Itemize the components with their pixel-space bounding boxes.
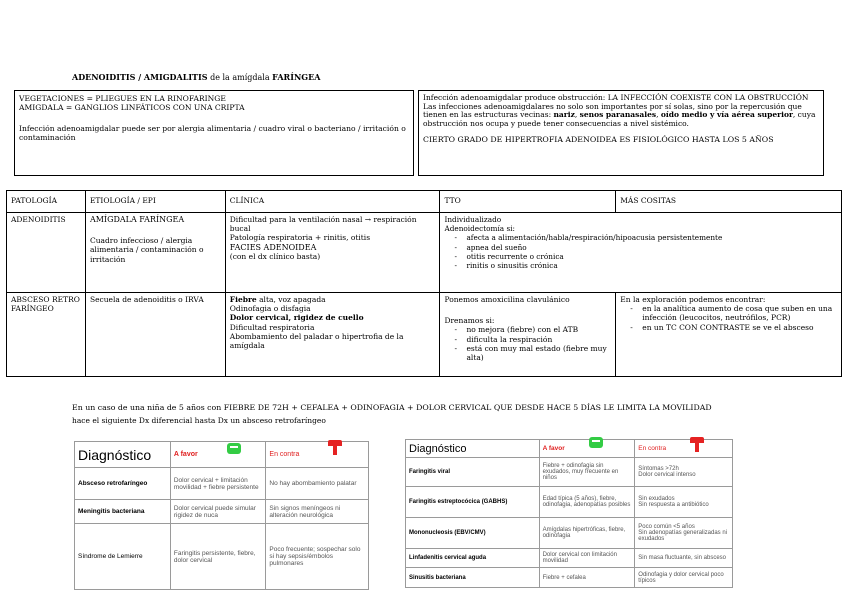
pathology-table	[6, 190, 842, 377]
dx-name: Faringitis viral	[406, 458, 540, 487]
tto-line: Adenoidectomía si:	[444, 224, 515, 234]
case-line1: En un caso de una niña de 5 años con FIEBRE DE 72H + CEFALEA + ODINOFAGIA + DOLOR CERVICAL QUE DESDE HACE 5 DÍAS LE LIMITA LA MOVILIDAD	[72, 403, 712, 412]
table-row	[406, 487, 733, 518]
intro-right-line1b: LA INFECCIÓN COEXISTE CON LA OBSTRUCCIÓN	[607, 93, 809, 102]
table-row	[75, 500, 369, 524]
dx-header-en-contra: En contra	[266, 442, 369, 468]
cell-mas-cositas	[616, 293, 842, 377]
header-patologia: PATOLOGÍA	[7, 191, 86, 213]
dx-favor: Dolor cervical puede simular rigidez de nuca	[170, 500, 266, 524]
dx-contra: Síntomas >72h Dolor cervical intenso	[635, 458, 733, 487]
table-row	[406, 549, 733, 568]
list-item: - en la analítica aumento de cosa que suben en una infección (leucocitos, neutrófilos, PCR)	[642, 304, 837, 322]
dx-contra: Sin signos meníngeos ni alteración neurológica	[266, 500, 369, 524]
table-row-absceso	[7, 293, 842, 377]
tto-list	[444, 325, 611, 362]
intro-right-line3: CIERTO GRADO DE HIPERTROFIA ADENOIDEA ES FISIOLÓGICO HASTA LOS 5 AÑOS	[423, 135, 774, 145]
cell-patologia: ADENOIDITIS	[7, 213, 86, 293]
header-etiologia: ETIOLOGÍA / EPI	[85, 191, 225, 213]
clinica-line-bold: Dolor cervical, rigidez de cuello	[229, 313, 364, 323]
table-row	[75, 524, 369, 590]
cell-clinica	[225, 293, 440, 377]
etio-title: AMÍGDALA FARÍNGEA	[89, 215, 185, 224]
dx-contra: No hay abombamiento palatar	[266, 468, 369, 500]
clinica-line: FACIES ADENOIDEA	[229, 242, 317, 252]
dx-name: Mononucleosis (EBV/CMV)	[406, 518, 540, 549]
list-item: - rinitis o sinusitis crónica	[466, 261, 837, 270]
dx-favor: Dolor cervical + limitación movilidad + fiebre persistente	[170, 468, 266, 500]
dx-favor: Dolor cervical con limitación movilidad	[539, 549, 635, 568]
dx-name: Sinusitis bacteriana	[406, 568, 540, 588]
dx-header-a-favor: A favor	[539, 440, 635, 458]
intro-right-nariz: nariz	[553, 110, 575, 120]
cell-etiologia: Secuela de adenoiditis o IRVA	[85, 293, 225, 377]
list-item: - apnea del sueño	[466, 243, 837, 252]
list-item: - afecta a alimentación/habla/respiración/hipoacusia persistentemente	[466, 233, 837, 242]
dx-contra: Poco frecuente; sospechar solo si hay sepsis/émbolos pulmonares	[266, 524, 369, 590]
clinica-line: (con el dx clínico basta)	[229, 251, 321, 261]
clinica-line: Odinofagia o disfagia	[229, 304, 311, 314]
intro-right-line2g: , cuya obstrucción nos ocupa y puede tener consecuencias a nivel sistémico.	[423, 110, 816, 128]
intro-right-line2a: Las infecciones adenoamigdalares no solo son importantes por sí solas, sino por la repercusión que tienen en las estructuras vecinas:	[423, 101, 802, 120]
clinica-line: alta, voz apagada	[256, 295, 326, 304]
tto-line: Ponemos amoxicilina clavulánico	[444, 295, 570, 304]
dx-name: Absceso retrofaríngeo	[75, 468, 171, 500]
intro-left-line3: Infección adenoamigdalar puede ser por alergia alimentaria / cuadro viral o bacteriano / irritación o contaminación	[19, 124, 406, 142]
table-row	[406, 458, 733, 487]
cell-clinica	[225, 213, 440, 293]
dx-contra: Sin exudados Sin respuesta a antibiótico	[635, 487, 733, 518]
intro-left-line2: AMIGDALA = GANGLIOS LINFÁTICOS CON UNA CRIPTA	[19, 103, 245, 112]
clinica-line: Abombamiento del paladar o hipertrofia de la amígdala	[229, 331, 404, 351]
table-row-adenoiditis	[7, 213, 842, 293]
dx-header-row	[406, 440, 733, 458]
dx-header-en-contra: En contra	[635, 440, 733, 458]
tto-line: Drenamos si:	[444, 316, 495, 326]
clinica-line: Dificultad para la ventilación nasal → respiración bucal	[229, 215, 417, 234]
header-tto: TTO	[440, 191, 616, 213]
intro-right-line1a: Infección adenoamigdalar produce obstrucción:	[423, 93, 606, 102]
header-clinica: CLÍNICA	[225, 191, 440, 213]
table-row	[406, 518, 733, 549]
dx-header-diagnostico: Diagnóstico	[75, 442, 171, 468]
dx-name: Linfadenitis cervical aguda	[406, 549, 540, 568]
cell-tto	[440, 213, 842, 293]
title-part2: de la amígdala	[207, 73, 273, 82]
thumbs-down-icon	[690, 437, 704, 443]
dx-table-left	[74, 441, 369, 590]
clinica-fiebre: Fiebre	[229, 295, 257, 304]
dx-favor: Amígdalas hipertróficas, fiebre, odinofagia	[539, 518, 635, 549]
cell-patologia: ABSCESO RETROFARÍNGEO	[7, 293, 86, 377]
title-part1: ADENOIDITIS / AMIGDALITIS	[72, 72, 208, 82]
dx-contra: Sin masa fluctuante, sin absceso	[635, 549, 733, 568]
tto-line: Individualizado	[444, 215, 502, 224]
mas-line: En la exploración podemos encontrar:	[620, 295, 766, 304]
dx-name: Meningitis bacteriana	[75, 500, 171, 524]
document-title	[72, 72, 320, 82]
dx-favor: Fiebre + cefalea	[539, 568, 635, 588]
intro-box-left	[14, 90, 414, 176]
intro-right-oido: oído medio y vía aérea superior	[660, 110, 793, 120]
intro-right-senos: senos paranasales	[579, 110, 657, 120]
list-item: - no mejora (fiebre) con el ATB	[466, 325, 611, 334]
tto-list	[444, 233, 837, 270]
dx-header-diagnostico: Diagnóstico	[406, 440, 540, 458]
table-header-row	[7, 191, 842, 213]
intro-left-line1: VEGETACIONES = PLIEGUES EN LA RINOFARINGE	[19, 94, 226, 103]
dx-name: Síndrome de Lemierre	[75, 524, 171, 590]
list-item: - otitis recurrente o crónica	[466, 252, 837, 261]
list-item: - está con muy mal estado (fiebre muy alta)	[466, 344, 611, 362]
cell-tto	[440, 293, 616, 377]
table-row	[75, 468, 369, 500]
header-mas-cositas: MÁS COSITAS	[616, 191, 842, 213]
dx-favor: Faringitis persistente, fiebre, dolor cervical	[170, 524, 266, 590]
intro-box-right: Infección adenoamigdalar produce obstrucción: LA INFECCIÓN COEXISTE CON LA OBSTRUCCIÓN Las infecciones adenoamigdalares no solo son importantes por sí solas, sino por la repercusión que tienen en las estructuras vecinas: nariz, senos paranasales, oído medio y vía aérea superior, cuya obstrucción nos ocupa y puede tener consecuencias a nivel sistémico. CIERTO GRADO DE HIPERTROFIA ADENOIDEA ES FISIOLÓGICO HASTA LOS 5 AÑOS	[418, 90, 824, 176]
dx-contra: Odinofagia y dolor cervical poco típicos	[635, 568, 733, 588]
list-item: - en un TC CON CONTRASTE se ve el absceso	[642, 323, 837, 332]
dx-contra: Poco común <5 años Sin adenopatías generalizadas ni exudados	[635, 518, 733, 549]
mas-list	[620, 304, 837, 332]
cell-etiologia	[85, 213, 225, 293]
title-part3: FARÍNGEA	[272, 72, 321, 82]
dx-name: Faringitis estreptocócica (GABHS)	[406, 487, 540, 518]
dx-favor: Edad típica (5 años), fiebre, odinofagia, adenopatías posibles	[539, 487, 635, 518]
dx-favor: Fiebre + odinofagia sin exudados, muy frecuente en niños	[539, 458, 635, 487]
list-item: - dificulta la respiración	[466, 335, 611, 344]
table-row	[406, 568, 733, 588]
dx-table-right	[405, 439, 733, 588]
thumbs-up-icon	[589, 437, 603, 448]
thumbs-up-icon	[227, 443, 241, 454]
dx-header-a-favor: A favor	[170, 442, 266, 468]
thumbs-down-icon	[328, 440, 342, 446]
etio-text: Cuadro infeccioso / alergia alimentaria / contaminación o irritación	[89, 236, 204, 264]
clinica-line: Patología respiratoria + rinitis, otitis	[229, 233, 371, 243]
case-line2: hace el siguiente Dx diferencial hasta Dx un absceso retrofaríngeo	[72, 416, 326, 425]
dx-header-row	[75, 442, 369, 468]
clinica-line: Dificultad respiratoria	[229, 322, 315, 332]
